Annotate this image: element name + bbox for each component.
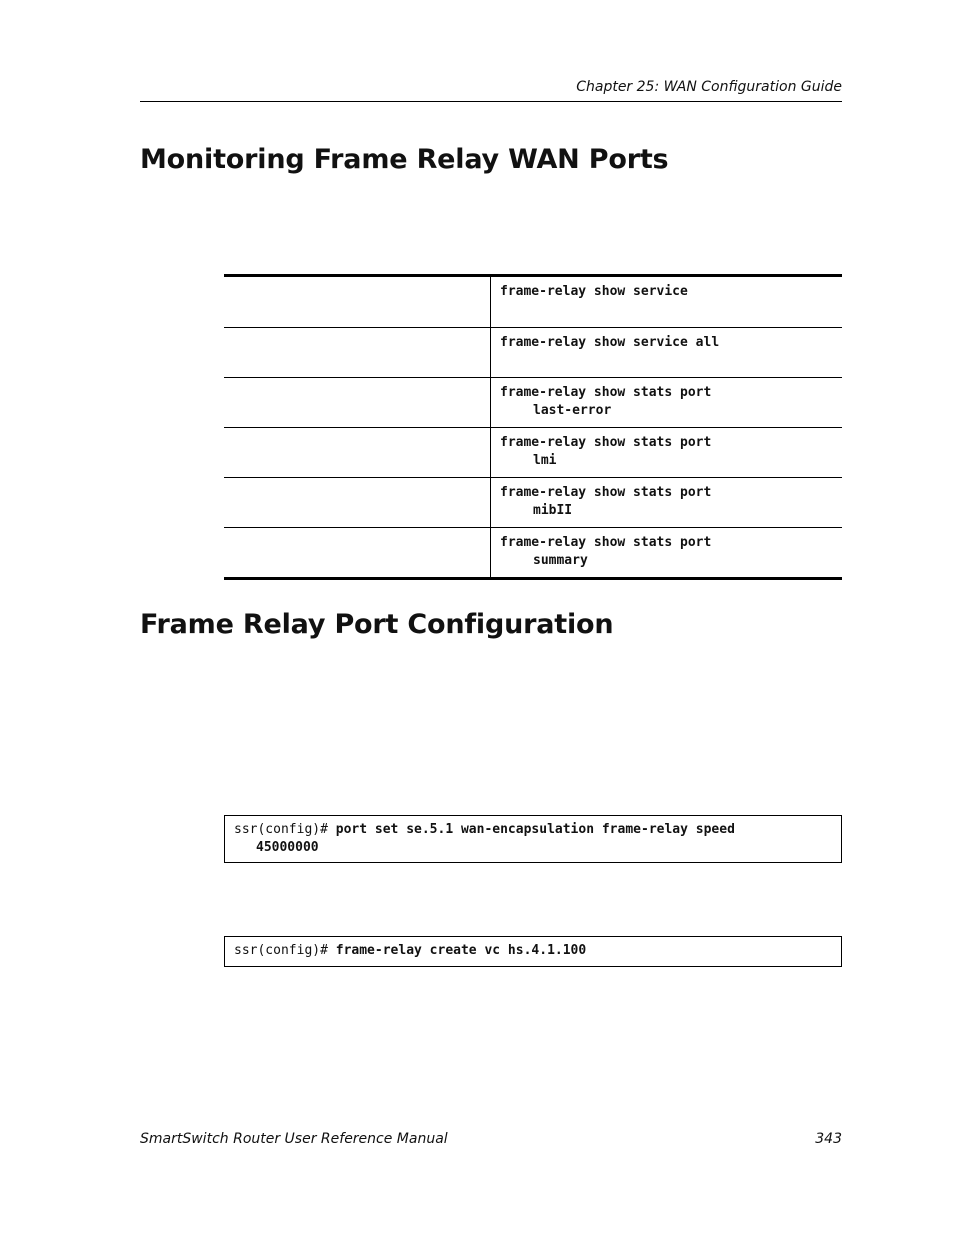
- code-example-vc: [224, 936, 842, 967]
- table-cell-command: [491, 328, 842, 377]
- section-title-monitoring: Monitoring Frame Relay WAN Ports: [140, 144, 669, 175]
- cli-command: port set se.5.1 wan-encapsulation frame-relay speed: [335, 822, 735, 837]
- cli-prompt: ssr(config)#: [234, 943, 336, 958]
- cli-continuation: 45000000: [256, 840, 319, 855]
- command-line: frame-relay show stats port: [500, 435, 712, 450]
- running-header: Chapter 25: WAN Configuration Guide: [576, 79, 842, 95]
- cli-prompt: ssr(config)#: [234, 822, 336, 837]
- command-line: frame-relay show service all: [500, 335, 720, 350]
- table-row: [224, 277, 842, 327]
- table-row: [224, 477, 842, 527]
- command-continuation: mibII: [533, 502, 573, 518]
- table-cell-command: [491, 378, 842, 427]
- table-cell-description: [224, 328, 491, 377]
- command-continuation: lmi: [533, 452, 557, 468]
- command-line: frame-relay show service: [500, 284, 688, 299]
- command-line: frame-relay show stats port: [500, 385, 712, 400]
- page-number: 343: [815, 1131, 842, 1147]
- table-row: [224, 377, 842, 427]
- table-cell-command: [491, 277, 842, 327]
- running-footer: [140, 1131, 842, 1147]
- table-cell-command: [491, 428, 842, 477]
- command-continuation: summary: [533, 552, 588, 568]
- command-continuation: last-error: [533, 402, 612, 418]
- table-cell-description: [224, 428, 491, 477]
- table-row: [224, 327, 842, 377]
- table-cell-description: [224, 478, 491, 527]
- table-cell-description: [224, 378, 491, 427]
- table-cell-description: [224, 528, 491, 577]
- manual-title: SmartSwitch Router User Reference Manual: [140, 1131, 448, 1147]
- code-example-speed: [224, 815, 842, 863]
- table-cell-command: [491, 528, 842, 577]
- command-line: frame-relay show stats port: [500, 485, 712, 500]
- command-line: frame-relay show stats port: [500, 535, 712, 550]
- table-row: [224, 427, 842, 477]
- table-cell-command: [491, 478, 842, 527]
- table-row: [224, 527, 842, 577]
- command-table: [224, 274, 842, 580]
- section-title-configuration: Frame Relay Port Configuration: [140, 609, 614, 640]
- cli-command: frame-relay create vc hs.4.1.100: [335, 943, 587, 958]
- header-rule: [140, 101, 842, 102]
- table-cell-description: [224, 277, 491, 327]
